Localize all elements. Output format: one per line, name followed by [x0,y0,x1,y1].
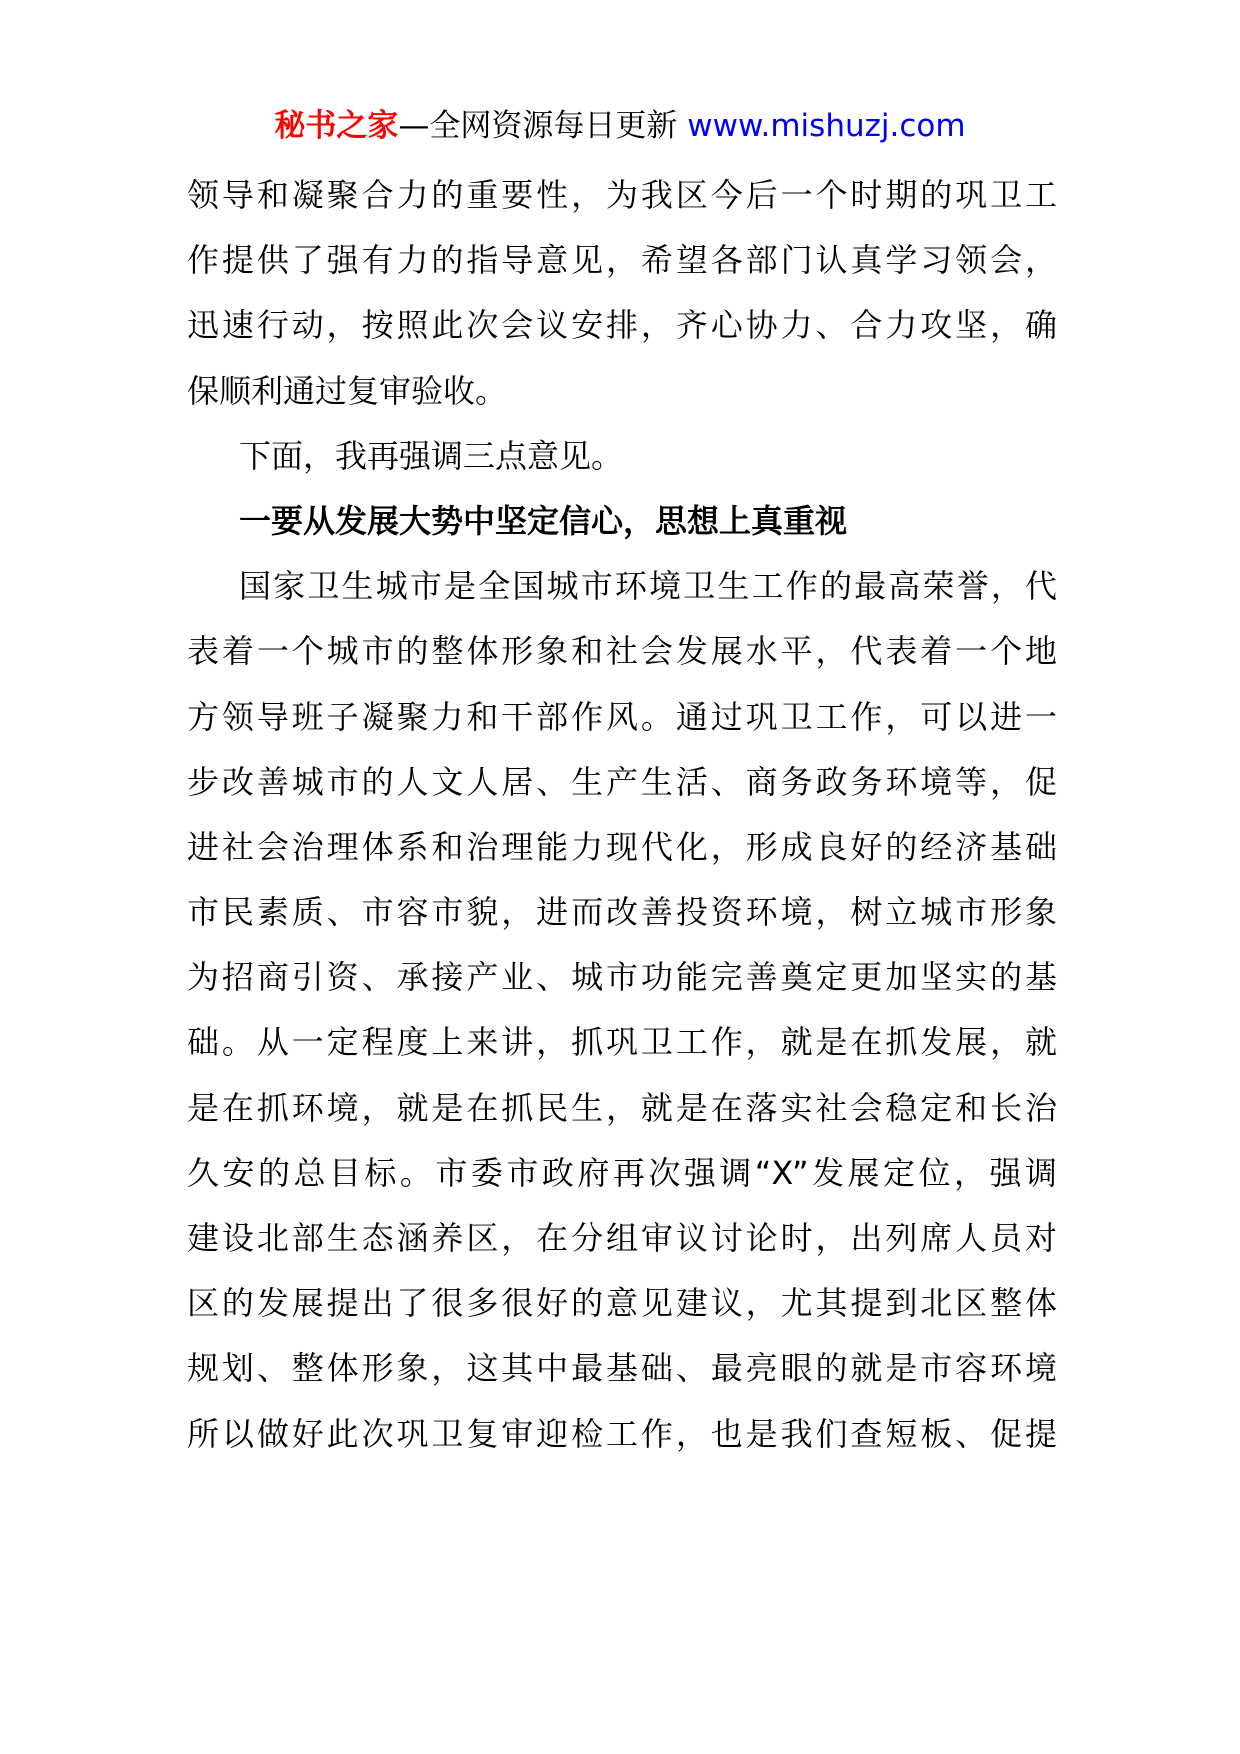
brand-name: 秘书之家 [274,108,399,144]
text-line: 市民素质、市容市貌，进而改善投资环境，树立城市形象 [187,893,1057,932]
website-link[interactable]: www.mishuzj.com [687,108,966,144]
text-line: 领导和凝聚合力的重要性，为我区今后一个时期的巩卫工 [187,176,1057,214]
text-line: 下面，我再强调三点意见。 [239,436,624,475]
text-line: 方领导班子凝聚力和干部作风。通过巩卫工作，可以进一 [187,697,1057,736]
text-line: 进社会治理体系和治理能力现代化，形成良好的经济基础 [187,827,1057,866]
text-line: 础。从一定程度上来讲，抓巩卫工作，就是在抓发展，就 [187,1023,1057,1062]
text-line: 规划、整体形象，这其中最基础、最亮眼的就是市容环境 [187,1349,1057,1388]
header-tagline: —全网资源每日更新 [398,108,678,144]
text-line: 是在抓环境，就是在抓民生，就是在落实社会稳定和长治 [187,1088,1057,1127]
document-body [187,163,1057,1467]
text-line: 所以做好此次巩卫复审迎检工作，也是我们查短板、促提 [187,1414,1057,1453]
text-line: 为招商引资、承接产业、城市功能完善奠定更加坚实的基 [187,958,1057,997]
text-line: 久安的总目标。市委市政府再次强调“X”发展定位，强调 [187,1153,1057,1192]
text-line: 国家卫生城市是全国城市环境卫生工作的最高荣誉，代 [239,567,1057,606]
text-line: 步改善城市的人文人居、生产生活、商务政务环境等，促 [187,762,1057,801]
text-line: 作提供了强有力的指导意见，希望各部门认真学习领会， [187,241,1057,280]
section-heading: 一要从发展大势中坚定信心，思想上真重视 [239,501,848,540]
text-line: 表着一个城市的整体形象和社会发展水平，代表着一个地 [187,632,1057,671]
text-line: 保顺利通过复审验收。 [187,371,508,410]
page-header [0,104,1240,148]
text-line: 区的发展提出了很多很好的意见建议，尤其提到北区整体 [187,1284,1057,1323]
text-line: 建设北部生态涵养区，在分组审议讨论时，出列席人员对 [187,1219,1057,1257]
text-line: 迅速行动，按照此次会议安排，齐心协力、合力攻坚，确 [187,306,1057,345]
